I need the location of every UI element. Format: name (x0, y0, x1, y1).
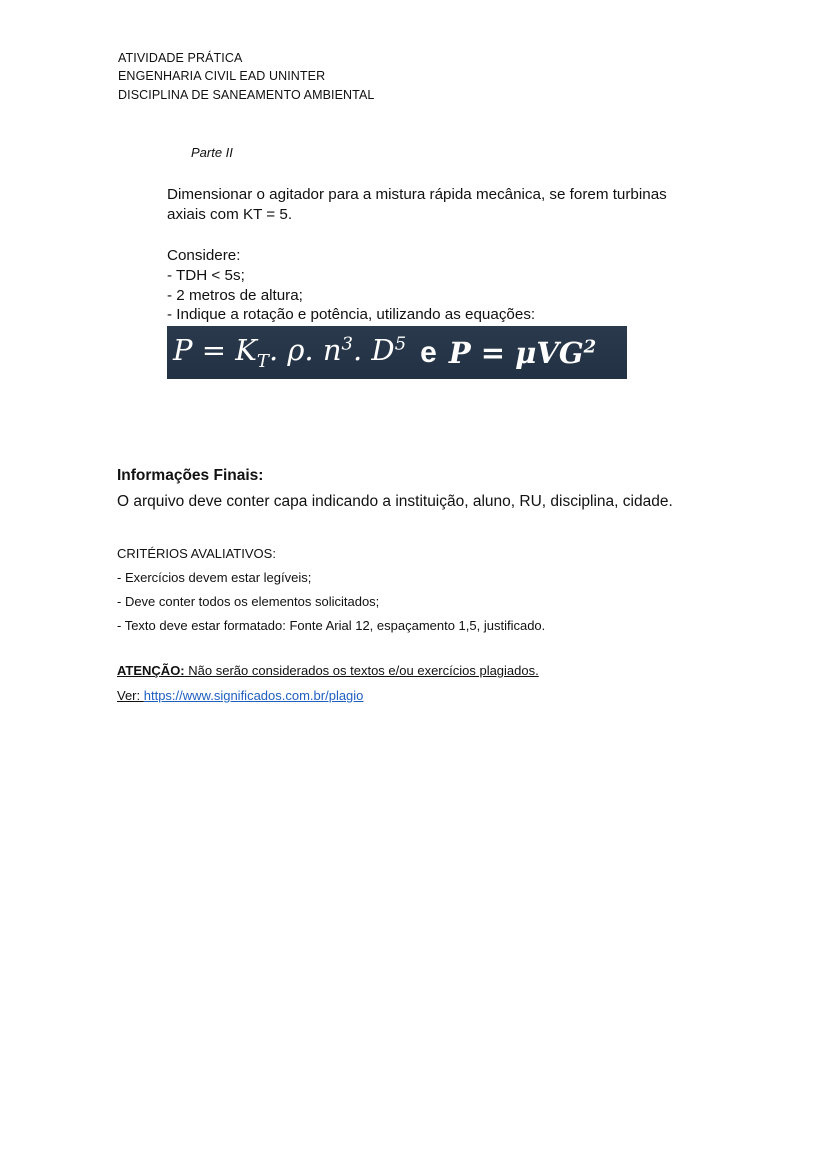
criteria-title: CRITÉRIOS AVALIATIVOS: (117, 546, 276, 561)
consider-item-height: - 2 metros de altura; (167, 287, 303, 304)
equation-connector: e (420, 335, 437, 369)
reference-line (117, 688, 363, 703)
consider-title: Considere: (167, 247, 241, 264)
criteria-item-format: - Texto deve estar formatado: Fonte Arial 12, espaçamento 1,5, justificado. (117, 618, 546, 633)
consider-item-equations: - Indique a rotação e potência, utilizando as equações: (167, 306, 536, 323)
statement-line-2: axiais com KT = 5. (167, 206, 293, 223)
criteria-item-legible: - Exercícios devem estar legíveis; (117, 570, 312, 585)
equation-image (167, 326, 627, 379)
consider-item-tdh: - TDH < 5s; (167, 267, 245, 284)
header-line-3: DISCIPLINA DE SANEAMENTO AMBIENTAL (118, 88, 375, 102)
plagiarism-warning (117, 663, 539, 678)
final-info-text: O arquivo deve conter capa indicando a instituição, aluno, RU, disciplina, cidade. (117, 493, 673, 510)
criteria-item-elements: - Deve conter todos os elementos solicitados; (117, 594, 380, 609)
warning-label: ATENÇÃO: (117, 663, 185, 678)
statement-line-1: Dimensionar o agitador para a mistura rápida mecânica, se forem turbinas (167, 186, 667, 203)
warning-text: Não serão considerados os textos e/ou exercícios plagiados. (184, 663, 539, 678)
reference-label: Ver: (117, 688, 144, 703)
header-line-1: ATIVIDADE PRÁTICA (118, 51, 243, 65)
header-line-2: ENGENHARIA CIVIL EAD UNINTER (118, 69, 326, 83)
plagiarism-link[interactable]: https://www.significados.com.br/plagio (143, 688, 364, 703)
equation-right: P = μVG$^2$ (448, 335, 597, 370)
part-title: Parte II (191, 145, 233, 160)
final-info-title: Informações Finais: (117, 467, 264, 484)
equation-left: $P = K_T$. ρ. $n^3$. $D^5$ (173, 333, 407, 372)
